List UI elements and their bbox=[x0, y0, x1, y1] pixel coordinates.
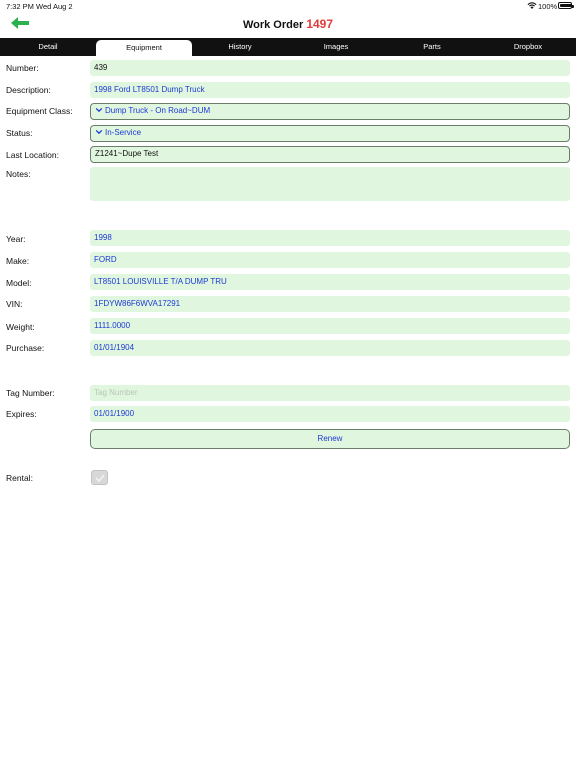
make-field[interactable]: FORD bbox=[90, 252, 570, 268]
description-label: Description: bbox=[6, 85, 51, 95]
nav-bar bbox=[0, 12, 576, 36]
status-select[interactable] bbox=[90, 125, 570, 142]
tab-history[interactable]: History bbox=[228, 42, 252, 51]
tab-bar bbox=[0, 38, 576, 56]
tag-number-label: Tag Number: bbox=[6, 388, 55, 398]
number-label: Number: bbox=[6, 63, 39, 73]
tab-images[interactable]: Images bbox=[323, 42, 349, 51]
make-label: Make: bbox=[6, 256, 30, 266]
equipment-class-label: Equipment Class: bbox=[6, 106, 73, 116]
vin-label: VIN: bbox=[6, 299, 23, 309]
renew-button[interactable]: Renew bbox=[90, 429, 570, 449]
last-location-label: Last Location: bbox=[6, 150, 59, 160]
battery-icon bbox=[558, 2, 572, 9]
status-label: Status: bbox=[6, 128, 33, 138]
tab-equipment[interactable]: Equipment bbox=[96, 40, 192, 56]
number-field[interactable]: 439 bbox=[90, 60, 570, 76]
description-field[interactable]: 1998 Ford LT8501 Dump Truck bbox=[90, 82, 570, 98]
expires-field[interactable]: 01/01/1900 bbox=[90, 406, 570, 422]
rental-label: Rental: bbox=[6, 473, 33, 483]
vin-field[interactable]: 1FDYW86F6WVA17291 bbox=[90, 296, 570, 312]
last-location-field[interactable]: Z1241~Dupe Test bbox=[90, 146, 570, 163]
weight-label: Weight: bbox=[6, 322, 35, 332]
battery-percent: 100% bbox=[538, 2, 558, 11]
year-label: Year: bbox=[6, 234, 26, 244]
chevron-down-icon bbox=[95, 128, 103, 136]
status-day: Wed Aug 2 bbox=[36, 2, 73, 11]
chevron-down-icon bbox=[95, 106, 103, 114]
status-value: In-Service bbox=[105, 128, 142, 137]
model-field[interactable]: LT8501 LOUISVILLE T/A DUMP TRU bbox=[90, 274, 570, 290]
purchase-field[interactable]: 01/01/1904 bbox=[90, 340, 570, 356]
notes-textarea[interactable] bbox=[90, 167, 570, 201]
status-time: 7:32 PM bbox=[6, 2, 34, 11]
wifi-icon bbox=[527, 1, 537, 10]
work-order-number: 1497 bbox=[306, 17, 334, 31]
tab-dropbox[interactable]: Dropbox bbox=[513, 42, 543, 51]
status-bar bbox=[0, 0, 576, 12]
tab-parts[interactable]: Parts bbox=[423, 42, 441, 51]
notes-label: Notes: bbox=[6, 169, 31, 179]
checkmark-icon bbox=[95, 474, 105, 482]
purchase-label: Purchase: bbox=[6, 343, 45, 353]
expires-label: Expires: bbox=[6, 409, 37, 419]
equipment-class-value: Dump Truck - On Road~DUM bbox=[105, 106, 211, 115]
weight-field[interactable]: 1111.0000 bbox=[90, 318, 570, 334]
year-field[interactable]: 1998 bbox=[90, 230, 570, 246]
tag-number-input[interactable]: Tag Number bbox=[90, 385, 570, 401]
page-title bbox=[0, 17, 576, 31]
model-label: Model: bbox=[6, 278, 32, 288]
page-title-prefix: Work Order bbox=[242, 19, 304, 31]
tab-detail[interactable]: Detail bbox=[38, 42, 58, 51]
battery-fill bbox=[560, 4, 572, 7]
rental-checkbox[interactable] bbox=[91, 470, 108, 485]
equipment-class-select[interactable] bbox=[90, 103, 570, 120]
